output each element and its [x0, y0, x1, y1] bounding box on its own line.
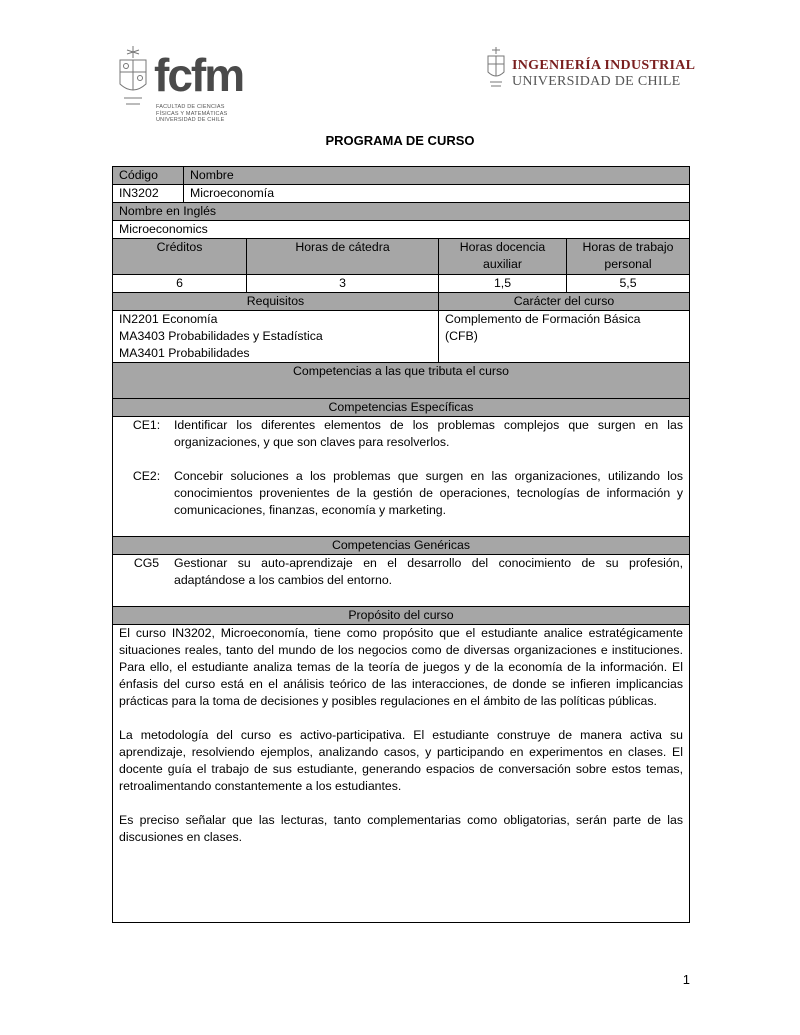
- aux-hours-value: 1,5: [439, 275, 567, 293]
- purpose-paragraph: La metodología del curso es activo-participativa. El estudiante construye de manera activa su aprendizaje, resolviendo ejemplos, analizando casos, y participando en experimentos en clases. El docente guía el trabajo de sus estudiante, generando espacios de conversación sobre estos temas, retroalimentando constantemente a los estudiantes.: [119, 728, 683, 793]
- competencies-header: Competencias a las que tributa el curso: [113, 363, 690, 399]
- credits-value: 6: [113, 275, 247, 293]
- character-label: Carácter del curso: [439, 293, 690, 311]
- table-row: [113, 275, 690, 293]
- competency-code: CG5: [133, 556, 160, 570]
- aux-hours-label: Horas docencia auxiliar: [439, 239, 567, 275]
- requisites-list: [113, 311, 439, 363]
- table-row: [113, 555, 690, 607]
- list-item: [119, 417, 683, 451]
- table-row: [113, 293, 690, 311]
- lecture-hours-label: Horas de cátedra: [247, 239, 439, 275]
- generic-competencies-header: Competencias Genéricas: [113, 537, 690, 555]
- list-item: [119, 555, 683, 589]
- fcfm-subtitle: FACULTAD DE CIENCIAS FÍSICAS Y MATEMÁTICAS UNIVERSIDAD DE CHILE: [156, 104, 228, 123]
- fcfm-wordmark: fcfm: [154, 49, 244, 101]
- course-character: Complemento de Formación Básica (CFB): [439, 311, 690, 363]
- lecture-hours-value: 3: [247, 275, 439, 293]
- university-crest-icon: [486, 46, 506, 90]
- purpose-header: Propósito del curso: [113, 607, 690, 625]
- table-row: [113, 417, 690, 537]
- table-row: [113, 311, 690, 363]
- requisite-item: MA3403 Probabilidades y Estadística: [119, 329, 323, 343]
- table-row: [113, 399, 690, 417]
- table-row: [113, 185, 690, 203]
- table-row: [113, 167, 690, 185]
- requisite-item: IN2201 Economía: [119, 312, 218, 326]
- table-row: [113, 239, 690, 275]
- competency-text: Identificar los diferentes elementos de los problemas complejos que surgen en las organizaciones, y que son claves para resolverlos.: [174, 418, 683, 449]
- course-name: Microeconomía: [184, 185, 690, 203]
- course-code: IN3202: [113, 185, 184, 203]
- page-number: 1: [682, 972, 690, 987]
- course-program-table: [112, 166, 690, 923]
- fcfm-logo: [116, 44, 246, 126]
- ingenieria-industrial-logo: [486, 46, 696, 92]
- specific-competencies-header: Competencias Específicas: [113, 399, 690, 417]
- competency-text: Gestionar su auto-aprendizaje en el desarrollo del conocimiento de su profesión, adaptándose a los cambios del entorno.: [174, 556, 683, 587]
- university-crest-icon: [116, 44, 150, 116]
- table-row: [113, 203, 690, 221]
- list-item: [119, 468, 683, 519]
- code-label: Código: [113, 167, 184, 185]
- purpose-paragraph: Es preciso señalar que las lecturas, tanto complementarias como obligatorias, serán parte de las discusiones en clases.: [119, 813, 683, 844]
- personal-hours-value: 5,5: [567, 275, 690, 293]
- table-row: [113, 607, 690, 625]
- document-title: PROGRAMA DE CURSO: [325, 133, 475, 148]
- personal-hours-label: Horas de trabajo personal: [567, 239, 690, 275]
- requisites-label: Requisitos: [113, 293, 439, 311]
- credits-label: Créditos: [113, 239, 247, 275]
- specific-competencies: [113, 417, 690, 537]
- competency-code: CE2:: [132, 469, 161, 483]
- table-row: [113, 363, 690, 399]
- competency-text: Concebir soluciones a los problemas que surgen en las organizaciones, utilizando los conocimientos provenientes de la gestión de operaciones, tecnologías de información y comunicaciones, finanzas, economía y marketing.: [174, 469, 683, 517]
- english-name-label: Nombre en Inglés: [113, 203, 690, 221]
- purpose-paragraph: El curso IN3202, Microeconomía, tiene como propósito que el estudiante analice estratégicamente situaciones reales, tanto del mundo de los negocios como de diversas organizaciones e instituciones. Para ello, el estudiante analiza temas de la teoría de juegos y de la economía de la información. El énfasis del curso está en el análisis teórico de las interacciones, de donde se infieren implicancias prácticas para la toma de decisiones y posibles regulaciones en el ámbito de las políticas públicas.: [119, 626, 683, 708]
- table-row: [113, 625, 690, 923]
- ii-title: INGENIERÍA INDUSTRIAL: [512, 58, 696, 73]
- ii-subtitle: UNIVERSIDAD DE CHILE: [512, 74, 681, 89]
- generic-competencies: [113, 555, 690, 607]
- purpose-body: [113, 625, 690, 923]
- english-name: Microeconomics: [113, 221, 690, 239]
- table-row: [113, 221, 690, 239]
- requisite-item: MA3401 Probabilidades: [119, 346, 250, 360]
- table-row: [113, 537, 690, 555]
- name-label: Nombre: [184, 167, 690, 185]
- competency-code: CE1:: [132, 418, 161, 432]
